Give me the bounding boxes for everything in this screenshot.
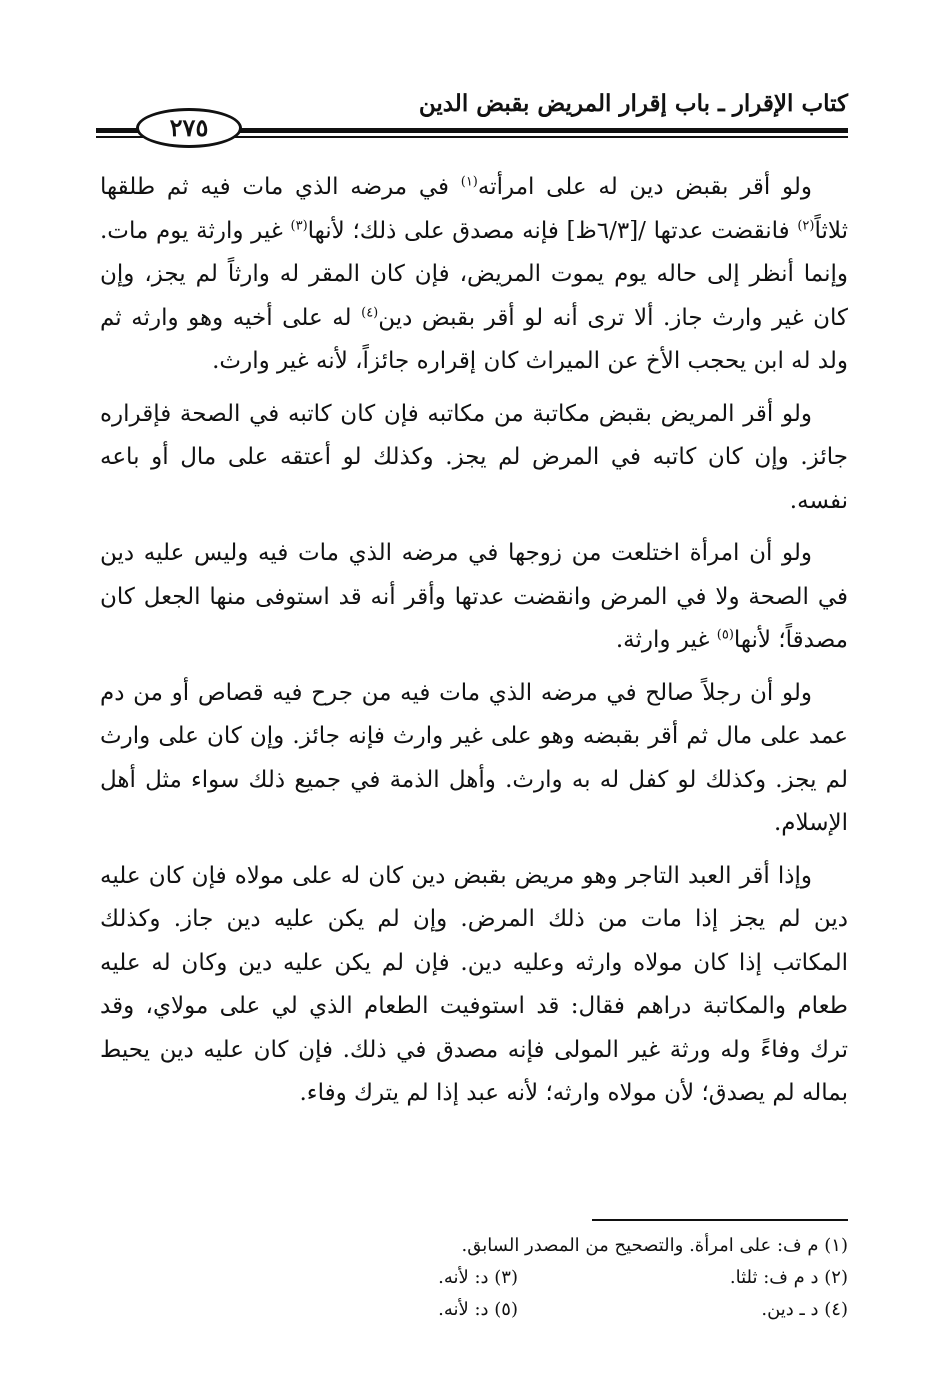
footnote-ref-2: (٢) xyxy=(797,217,815,233)
main-text xyxy=(100,166,848,1125)
footnote-3: (٣) د: لأنه. xyxy=(438,1267,518,1288)
paragraph-1: ولو أقر بقبض دين له على امرأته$^{(١)}$ في مرضه الذي مات فيه ثم طلقها ثلاثاً$^{(٢)}$ فانقضت عدتها /[٦/٣ظ] فإنه مصدق على ذلك؛ لأنها$^{(٣)}$ غير وارثة يوم مات. وإنما أنظر إلى حاله يوم يموت المريض، فإن كان المقر له وارثاً لم يجز، وإن كان غير وارث جاز. ألا ترى أنه لو أقر بقبض دين$^{(٤)}$ له على أخيه وهو وارثه ثم ولد له ابن يحجب الأخ عن الميراث كان إقراره جائزاً، لأنه غير وارث. xyxy=(100,174,848,374)
footnote-5: (٥) د: لأنه. xyxy=(438,1299,518,1320)
footnotes xyxy=(100,1230,848,1326)
footnote-separator xyxy=(592,1219,848,1221)
paragraph-5: وإذا أقر العبد التاجر وهو مريض بقبض دين كان له على مولاه فإن كان عليه دين لم يجز إذا مات من ذلك المرض. وإن لم يكن عليه دين جاز. وكذلك المكاتب إذا كان مولاه وارثه وعليه دين. فإن لم يكن عليه دين وكان له عليه طعام والمكاتبة دراهم فقال: قد استوفيت الطعام الذي لي على مولاي، وقد ترك وفاءً وله ورثة غير المولى فإنه مصدق في ذلك. فإن كان عليه دين يحيط بماله لم يصدق؛ لأن مولاه وارثه؛ لأنه عبد إذا لم يترك وفاء. xyxy=(100,862,848,1106)
footnote-ref-5: (٥) xyxy=(716,627,734,643)
page-number: ٢٧٥ xyxy=(136,108,242,148)
paragraph-3: ولو أن امرأة اختلعت من زوجها في مرضه الذي مات فيه وليس عليه دين في الصحة ولا في المرض وانقضت عدتها وأقر أنه قد استوفى منها الجعل كان مصدقاً؛ لأنها$^{(٥)}$ غير وارثة. xyxy=(100,540,848,653)
footnote-ref-1: (١) xyxy=(460,174,478,190)
footnote-row xyxy=(100,1294,848,1326)
footnote-1: (١) م ف: على امرأة. والتصحيح من المصدر السابق. xyxy=(461,1235,848,1256)
running-title: كتاب الإقرار ـ باب إقرار المريض بقبض الدين xyxy=(418,90,848,117)
footnote-4: (٤) د ـ دين. xyxy=(761,1299,848,1320)
paragraph-4: ولو أن رجلاً صالح في مرضه الذي مات فيه من جرح فيه قصاص أو من دم عمد على مال ثم أقر بقبضه وهو على غير وارث فإنه جائز. وإن كان على وارث لم يجز. وكذلك لو كفل له به وارث. وأهل الذمة في جميع ذلك سواء مثل أهل الإسلام. xyxy=(100,679,848,836)
footnote-ref-4: (٤) xyxy=(361,304,379,320)
footnote-ref-3: (٣) xyxy=(290,217,308,233)
footnote-2: (٢) د م ف: ثلثا. xyxy=(729,1267,848,1288)
paragraph-2: ولو أقر المريض بقبض مكاتبة من مكاتبه فإن كان كاتبه في الصحة فإقراره جائز. وإن كان كاتبه في المرض لم يجز. وكذلك لو أعتقه على مال أو باعه نفسه. xyxy=(100,400,848,514)
page-header xyxy=(96,86,848,146)
footnote-row xyxy=(100,1262,848,1294)
footnote-row xyxy=(100,1230,848,1262)
